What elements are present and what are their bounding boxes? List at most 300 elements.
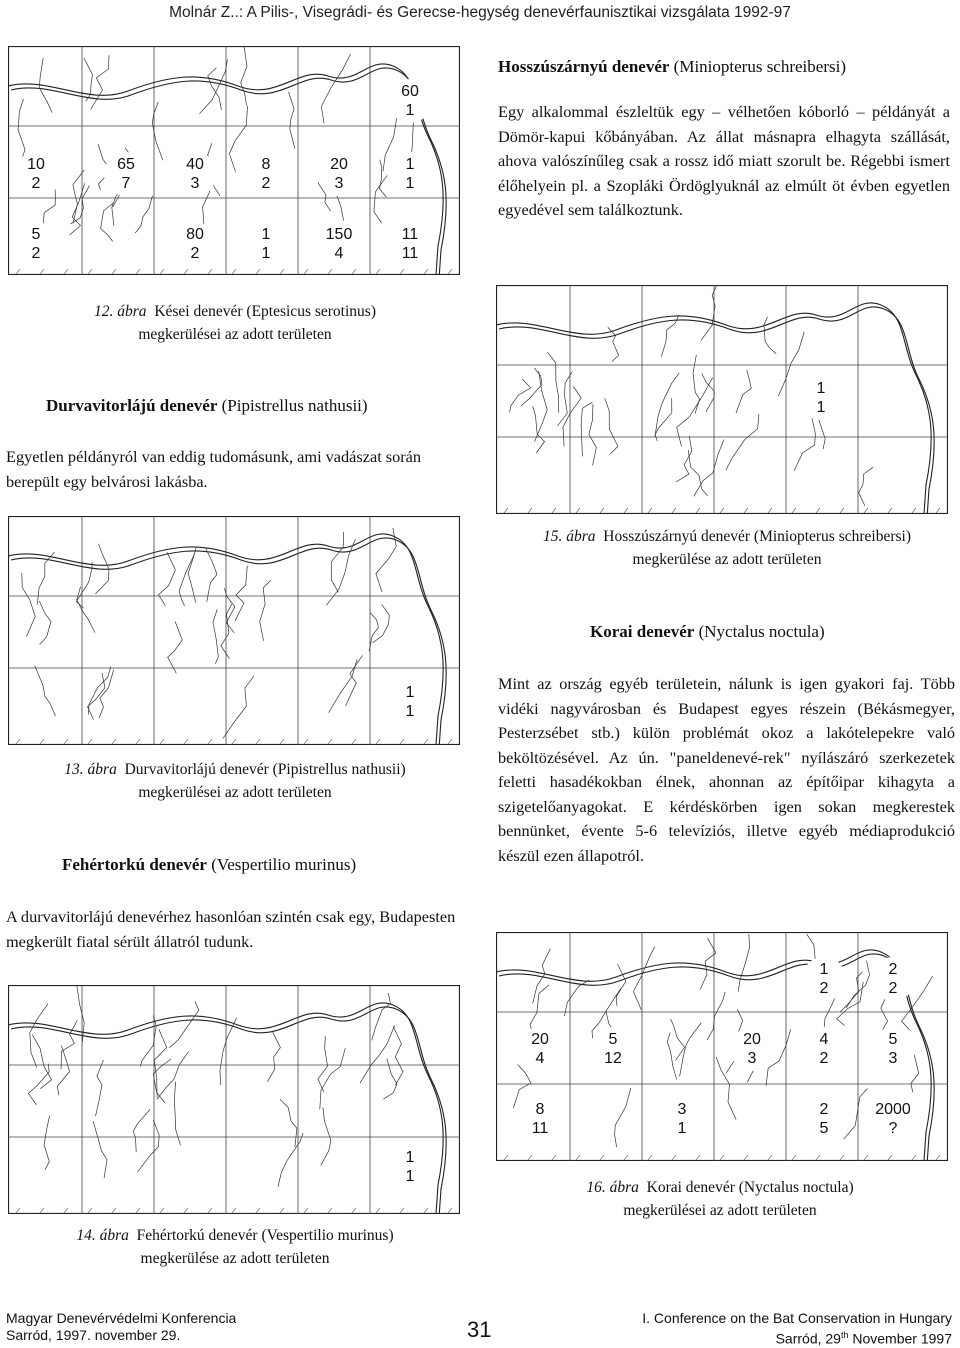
stream-line xyxy=(61,1021,77,1070)
caption-title: Korai denevér (Nyctalus noctula) xyxy=(646,1179,854,1196)
cell-value-bottom: 4 xyxy=(334,245,344,262)
border-tick xyxy=(792,508,796,513)
stream-line xyxy=(99,670,114,719)
border-tick xyxy=(232,269,236,274)
species-name-bold: Durvavitorlájú denevér xyxy=(46,396,218,415)
cell-value-bottom: 3 xyxy=(888,1050,898,1067)
stream-line xyxy=(589,404,596,465)
stream-line xyxy=(289,92,295,149)
border-tick xyxy=(768,508,772,513)
border-tick xyxy=(400,269,404,274)
map-value-cell xyxy=(518,1097,562,1141)
cell-value-top: 1 xyxy=(405,684,415,701)
map-figure-15 xyxy=(496,285,948,514)
stream-line xyxy=(76,562,92,608)
cell-value-bottom: 1 xyxy=(405,102,415,119)
cell-value-top: 1 xyxy=(405,156,415,173)
border-tick xyxy=(528,508,532,513)
border-tick xyxy=(720,1155,724,1160)
stream-line xyxy=(738,934,750,992)
stream-line xyxy=(168,622,183,674)
cell-value-top: 20 xyxy=(330,156,348,173)
stream-line xyxy=(655,373,679,437)
border-tick xyxy=(112,269,116,274)
caption-subtitle: megkerülése az adott területen xyxy=(140,1250,330,1267)
border-tick xyxy=(400,739,404,744)
species-heading-vespertilio xyxy=(62,853,462,877)
stream-line xyxy=(35,666,56,716)
border-tick xyxy=(552,508,556,513)
cell-value-top: 80 xyxy=(186,226,204,243)
border-tick xyxy=(376,739,380,744)
cell-value-bottom: 2 xyxy=(888,980,898,997)
map-value-cell xyxy=(799,376,843,420)
border-tick xyxy=(136,1208,140,1213)
border-tick xyxy=(648,508,652,513)
stream-line xyxy=(229,106,247,173)
stream-line xyxy=(77,587,95,633)
border-tick xyxy=(64,739,68,744)
cell-value-top: 3 xyxy=(677,1101,687,1118)
cell-value-bottom: ? xyxy=(888,1120,898,1137)
cell-value-top: 1 xyxy=(819,961,829,978)
figure-number: 14. ábra xyxy=(76,1227,129,1244)
cell-value-bottom: 4 xyxy=(535,1050,545,1067)
stream-line xyxy=(581,402,592,456)
border-tick xyxy=(208,1208,212,1213)
stream-line xyxy=(702,373,715,411)
border-tick xyxy=(88,1208,92,1213)
cell-value-bottom: 2 xyxy=(190,245,200,262)
cell-value-bottom: 11 xyxy=(531,1120,549,1137)
stream-line xyxy=(241,47,247,105)
stream-line xyxy=(547,352,558,413)
cell-value-bottom: 1 xyxy=(405,175,415,192)
border-tick xyxy=(64,269,68,274)
border-tick xyxy=(352,739,356,744)
stream-line xyxy=(159,552,176,605)
figure-caption-14 xyxy=(20,1224,450,1270)
border-tick xyxy=(864,1155,868,1160)
border-tick xyxy=(624,508,628,513)
stream-line xyxy=(188,547,196,603)
cell-value-bottom: 2 xyxy=(261,175,271,192)
stream-line xyxy=(329,659,357,712)
cell-value-bottom: 12 xyxy=(604,1050,622,1067)
footer-left xyxy=(6,1310,236,1344)
border-tick xyxy=(936,508,940,513)
stream-line xyxy=(360,1026,395,1084)
paragraph-nyctalus: Mint az ország egyéb területein, nálunk is igen gyakori faj. Több vidéki nagyvárosban és Budapest egyes részein (Békásmegyer, Pesterzsébet stb.) külön problémát okoz a lakótelepekre való beköltözésével. Az ún. "paneldenevé-rek" nyílászáró szerkezetek feletti hasadékokban élnek, ahonnan az építőipar kihagyta a szigetelőanyagokat. E kérdéskörben igen sokan megkerestek bennünket, évente 5-6 televíziós, illetve egyéb médiaprodukció készül ezen állapotról. xyxy=(498,674,955,865)
danube-river-bank xyxy=(11,1007,446,1214)
map-value-cell xyxy=(591,1027,635,1071)
cell-value-bottom: 1 xyxy=(677,1120,687,1137)
cell-value-bottom: 1 xyxy=(405,1168,415,1185)
figure-number: 16. ábra xyxy=(586,1179,639,1196)
border-tick xyxy=(304,1208,308,1213)
cell-value-top: 8 xyxy=(535,1101,545,1118)
stream-line xyxy=(169,1001,199,1048)
stream-line xyxy=(57,1046,69,1096)
stream-line xyxy=(726,414,759,471)
map-value-cell xyxy=(317,222,361,266)
cell-value-top: 2000 xyxy=(875,1101,911,1118)
cell-value-bottom: 3 xyxy=(190,175,200,192)
map-value-cell xyxy=(388,79,432,123)
stream-line xyxy=(701,285,720,340)
caption-title-line xyxy=(20,1224,450,1247)
stream-line xyxy=(616,964,626,1006)
figure-number: 13. ábra xyxy=(64,761,117,778)
stream-line xyxy=(199,59,227,114)
border-tick xyxy=(256,1208,260,1213)
caption-subtitle: megkerülései az adott területen xyxy=(138,784,332,801)
species-latin: (Vespertilio murinus) xyxy=(206,855,357,874)
stream-line xyxy=(153,1059,171,1103)
stream-line xyxy=(321,54,350,123)
stream-line xyxy=(96,1060,104,1116)
border-tick xyxy=(888,1155,892,1160)
stream-line xyxy=(320,1048,346,1109)
stream-line xyxy=(563,387,581,447)
stream-line xyxy=(88,673,105,720)
danube-river-bank xyxy=(499,307,934,514)
danube-river-bank xyxy=(11,68,446,275)
map-value-cell xyxy=(388,222,432,266)
figure-number: 12. ábra xyxy=(94,303,147,320)
border-tick xyxy=(744,1155,748,1160)
map-value-cell xyxy=(730,1027,774,1071)
border-tick xyxy=(184,269,188,274)
border-tick xyxy=(328,269,332,274)
species-heading-miniopterus xyxy=(498,55,950,79)
border-tick xyxy=(112,739,116,744)
cell-value-bottom: 2 xyxy=(31,245,41,262)
stream-line xyxy=(220,1018,237,1085)
stream-line xyxy=(844,1089,868,1140)
caption-title-line xyxy=(20,758,450,781)
cell-value-top: 1 xyxy=(405,1149,415,1166)
stream-line xyxy=(44,1116,50,1170)
border-tick xyxy=(400,1208,404,1213)
cell-value-top: 1 xyxy=(816,380,826,397)
caption-title-line xyxy=(20,300,450,323)
border-tick xyxy=(328,1208,332,1213)
map-value-cell xyxy=(868,1097,918,1141)
border-tick xyxy=(576,1155,580,1160)
map-value-cell xyxy=(173,152,217,196)
cell-value-top: 150 xyxy=(325,226,353,243)
border-tick xyxy=(424,269,428,274)
map-figure-14 xyxy=(8,985,460,1214)
figure-caption-15 xyxy=(498,525,956,571)
stream-line xyxy=(694,440,724,497)
cell-value-top: 20 xyxy=(743,1031,761,1048)
cell-value-bottom: 1 xyxy=(405,703,415,720)
stream-line xyxy=(535,371,548,442)
stream-line xyxy=(206,548,217,602)
border-tick xyxy=(504,508,508,513)
species-latin: (Pipistrellus nathusii) xyxy=(217,396,368,415)
conference-date-en xyxy=(642,1327,952,1348)
stream-line xyxy=(174,1082,180,1146)
cell-value-top: 5 xyxy=(888,1031,898,1048)
map-value-cell xyxy=(518,1027,562,1071)
map-value-cell xyxy=(802,957,846,1001)
border-tick xyxy=(504,1155,508,1160)
stream-line xyxy=(321,1108,331,1166)
border-tick xyxy=(768,1155,772,1160)
border-tick xyxy=(840,1155,844,1160)
stream-line xyxy=(346,655,363,706)
stream-line xyxy=(326,539,355,605)
cell-value-top: 4 xyxy=(819,1031,829,1048)
map-value-cell xyxy=(871,1027,915,1071)
map-value-cell xyxy=(388,1145,432,1189)
cell-value-bottom: 5 xyxy=(819,1120,829,1137)
map-value-cell xyxy=(173,222,217,266)
cell-value-top: 20 xyxy=(531,1031,549,1048)
border-tick xyxy=(424,739,428,744)
stream-line xyxy=(393,1026,403,1085)
stream-line xyxy=(43,190,55,227)
species-name-bold: Korai denevér xyxy=(590,622,695,641)
border-tick xyxy=(40,1208,44,1213)
border-tick xyxy=(136,269,140,274)
border-tick xyxy=(328,739,332,744)
cell-value-bottom: 3 xyxy=(747,1050,757,1067)
border-tick xyxy=(600,508,604,513)
stream-line xyxy=(91,55,109,109)
cell-value-bottom: 1 xyxy=(816,399,826,416)
stream-line xyxy=(39,601,51,645)
stream-line xyxy=(137,1120,159,1172)
stream-line xyxy=(707,992,725,1040)
caption-title-line xyxy=(510,1176,930,1199)
border-tick xyxy=(376,1208,380,1213)
stream-line xyxy=(716,1057,736,1120)
cell-value-top: 65 xyxy=(117,156,135,173)
date-prefix: Sarród, 29 xyxy=(775,1330,841,1347)
caption-subtitle: megkerülései az adott területen xyxy=(623,1202,817,1219)
map-value-cell xyxy=(244,152,288,196)
cell-value-top: 5 xyxy=(31,226,41,243)
stream-line xyxy=(235,566,247,621)
stream-line xyxy=(521,368,542,406)
stream-line xyxy=(318,1036,328,1092)
stream-line xyxy=(615,1088,631,1147)
map-value-cell xyxy=(660,1097,704,1141)
page-number: 31 xyxy=(467,1317,492,1342)
species-heading-pipistrellus xyxy=(46,394,466,418)
border-tick xyxy=(648,1155,652,1160)
border-tick xyxy=(160,739,164,744)
border-tick xyxy=(528,1155,532,1160)
border-tick xyxy=(280,1208,284,1213)
border-tick xyxy=(136,739,140,744)
map-value-cell xyxy=(871,957,915,1001)
cell-value-top: 5 xyxy=(608,1031,618,1048)
species-latin: (Miniopterus schreibersi) xyxy=(669,57,846,76)
map-frame xyxy=(497,286,948,514)
cell-value-bottom: 7 xyxy=(121,175,131,192)
cell-value-bottom: 2 xyxy=(819,980,829,997)
map-value-cell xyxy=(14,152,58,196)
stream-line xyxy=(859,467,873,506)
cell-value-top: 8 xyxy=(261,156,271,173)
stream-line xyxy=(778,332,804,396)
stream-line xyxy=(213,609,218,664)
conference-date-hu: Sarród, 1997. november 29. xyxy=(6,1327,181,1343)
footer-right xyxy=(642,1310,952,1348)
map-value-cell xyxy=(104,152,148,196)
stream-line xyxy=(736,370,751,413)
border-tick xyxy=(816,508,820,513)
map-value-cell xyxy=(802,1027,846,1071)
stream-line xyxy=(693,355,700,414)
border-tick xyxy=(184,739,188,744)
caption-title: Durvavitorlájú denevér (Pipistrellus nathusii) xyxy=(124,761,406,778)
border-tick xyxy=(672,508,676,513)
border-tick xyxy=(912,1155,916,1160)
figure-caption-16 xyxy=(510,1176,930,1222)
border-tick xyxy=(280,739,284,744)
border-tick xyxy=(208,739,212,744)
border-tick xyxy=(256,739,260,744)
border-tick xyxy=(672,1155,676,1160)
border-tick xyxy=(624,1155,628,1160)
border-tick xyxy=(448,1208,452,1213)
species-latin: (Nyctalus noctula) xyxy=(694,622,825,641)
map-value-cell xyxy=(317,152,361,196)
border-tick xyxy=(864,508,868,513)
caption-title: Hosszúszárnyú denevér (Miniopterus schreibersi) xyxy=(603,528,912,545)
stream-line xyxy=(73,170,84,223)
stream-line xyxy=(70,183,85,235)
stream-line xyxy=(73,985,84,1042)
cell-value-bottom: 2 xyxy=(31,175,41,192)
stream-line xyxy=(22,573,35,637)
cell-value-top: 10 xyxy=(27,156,45,173)
border-tick xyxy=(184,1208,188,1213)
stream-line xyxy=(280,1099,297,1147)
cell-value-bottom: 11 xyxy=(401,245,419,262)
stream-line xyxy=(208,68,222,110)
border-tick xyxy=(696,508,700,513)
border-tick xyxy=(40,739,44,744)
cell-value-top: 1 xyxy=(261,226,271,243)
border-tick xyxy=(816,1155,820,1160)
border-tick xyxy=(88,739,92,744)
cell-value-top: 60 xyxy=(401,83,419,100)
border-tick xyxy=(792,1155,796,1160)
cell-value-top: 40 xyxy=(186,156,204,173)
border-tick xyxy=(304,739,308,744)
border-tick xyxy=(720,508,724,513)
cell-value-bottom: 1 xyxy=(261,245,271,262)
stream-line xyxy=(133,1109,150,1152)
stream-line xyxy=(93,1121,107,1178)
stream-line xyxy=(372,993,391,1040)
stream-line xyxy=(700,938,716,990)
stream-line xyxy=(671,1019,685,1060)
border-tick xyxy=(936,1155,940,1160)
stream-line xyxy=(135,196,152,233)
stream-line xyxy=(373,604,390,643)
border-tick xyxy=(840,508,844,513)
border-tick xyxy=(352,269,356,274)
border-tick xyxy=(40,269,44,274)
date-suffix: November 1997 xyxy=(848,1330,952,1347)
conference-name-hu: Magyar Denevérvédelmi Konferencia xyxy=(6,1310,237,1326)
border-tick xyxy=(912,508,916,513)
stream-line xyxy=(88,667,110,715)
border-tick xyxy=(600,1155,604,1160)
cell-value-top: 11 xyxy=(401,226,419,243)
map-figure-12 xyxy=(8,46,460,275)
danube-river-bank xyxy=(11,538,446,745)
running-header: Molnár Z..: A Pilis-, Visegrádi- és Gerecse-hegység denevérfaunisztikai vizsgálata 1992-97 xyxy=(169,4,791,21)
base-map-graphic xyxy=(496,285,948,514)
paragraph-miniopterus: Egy alkalommal észleltük egy – vélhetően kóborló – példányát a Dömör-kapui kőbányában. Az állat másnapra elhagyta szállását, ahova valószínűleg csak a rossz idő miatt szorult be. Régebbi ismert élőhelyein pl. a Szopláki Ördöglyuknál az elmúlt öt évben egyetlen egyedével sem találkoztunk. xyxy=(498,102,950,219)
stream-line xyxy=(510,379,531,412)
map-value-cell xyxy=(388,680,432,724)
species-heading-nyctalus xyxy=(590,620,950,644)
border-tick xyxy=(352,1208,356,1213)
caption-subtitle: megkerülései az adott területen xyxy=(138,326,332,343)
border-tick xyxy=(888,508,892,513)
border-tick xyxy=(112,1208,116,1213)
map-value-cell xyxy=(802,1097,846,1141)
stream-line xyxy=(633,947,654,1010)
border-tick xyxy=(232,739,236,744)
map-figure-13 xyxy=(8,516,460,745)
border-tick xyxy=(208,269,212,274)
border-tick xyxy=(424,1208,428,1213)
stream-line xyxy=(18,99,25,162)
border-tick xyxy=(448,269,452,274)
cell-value-bottom: 3 xyxy=(334,175,344,192)
conference-name-en: I. Conference on the Bat Conservation in Hungary xyxy=(642,1310,952,1326)
border-tick xyxy=(576,508,580,513)
stream-line xyxy=(331,532,343,592)
cell-value-top: 2 xyxy=(819,1101,829,1118)
map-value-cell xyxy=(244,222,288,266)
border-tick xyxy=(232,1208,236,1213)
paragraph-pipistrellus: Egyetlen példányról van eddig tudomásunk, ami vadászat során berepült egy belvárosi lakásba. xyxy=(6,447,422,491)
map-value-cell xyxy=(388,152,432,196)
border-tick xyxy=(88,269,92,274)
border-tick xyxy=(256,269,260,274)
stream-line xyxy=(369,613,378,652)
border-tick xyxy=(280,269,284,274)
border-tick xyxy=(160,269,164,274)
border-tick xyxy=(16,1208,20,1213)
caption-title: Kései denevér (Eptesicus serotinus) xyxy=(154,303,376,320)
stream-line xyxy=(267,1032,280,1082)
stream-line xyxy=(101,203,114,242)
stream-line xyxy=(794,415,815,471)
figure-number: 15. ábra xyxy=(542,528,596,545)
border-tick xyxy=(16,269,20,274)
figure-caption-12 xyxy=(20,300,450,346)
stream-line xyxy=(223,676,254,739)
caption-title-line xyxy=(498,525,956,548)
cell-value-bottom: 2 xyxy=(819,1050,829,1067)
cell-value-top: 2 xyxy=(888,961,898,978)
stream-line xyxy=(605,398,618,454)
caption-subtitle: megkerülése az adott területen xyxy=(632,551,822,568)
